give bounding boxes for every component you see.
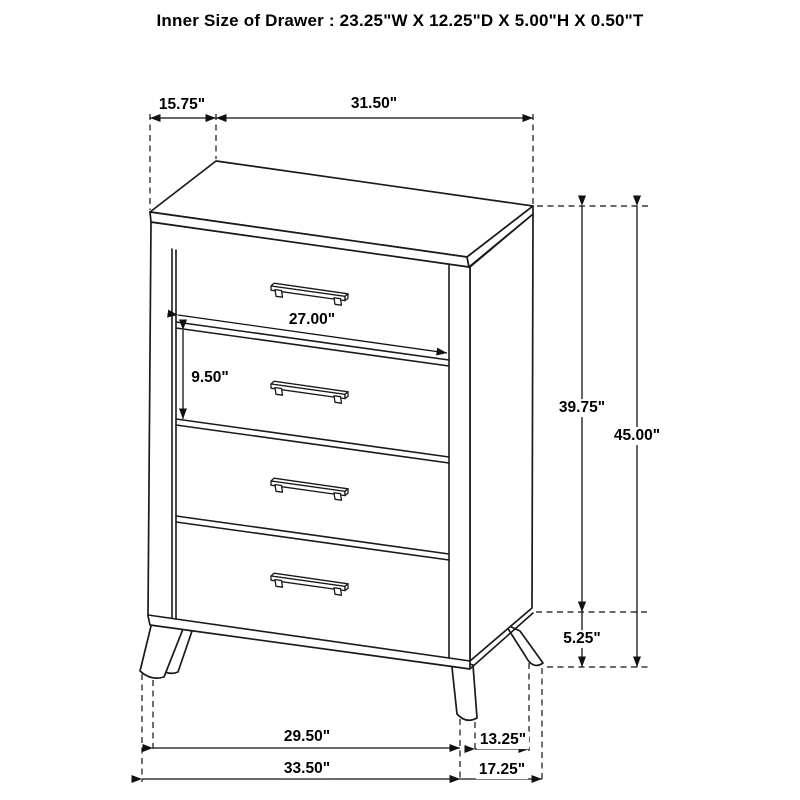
dim-floor-depth-overall: 17.25": [476, 761, 528, 779]
right-side-panel: [470, 214, 533, 661]
dim-top-depth: 15.75": [156, 96, 208, 114]
cabinet-body: [148, 214, 533, 669]
dim-floor-width-overall: 33.50": [281, 760, 333, 778]
back-right-leg: [505, 624, 543, 665]
dim-drawer-front-height: 9.50": [188, 369, 232, 387]
dim-drawer-width: 27.00": [286, 311, 338, 329]
dim-floor-depth-inner: 13.25": [477, 731, 529, 749]
diagram-title: Inner Size of Drawer : 23.25"W X 12.25"D X 5.00"H X 0.50"T: [156, 11, 644, 30]
dim-leg-height: 5.25": [560, 630, 604, 648]
dim-floor-width-inner: 29.50": [281, 728, 333, 746]
dim-overall-height: 45.00": [611, 427, 663, 445]
dim-case-height: 39.75": [556, 399, 608, 417]
dim-top-width: 31.50": [348, 95, 400, 113]
